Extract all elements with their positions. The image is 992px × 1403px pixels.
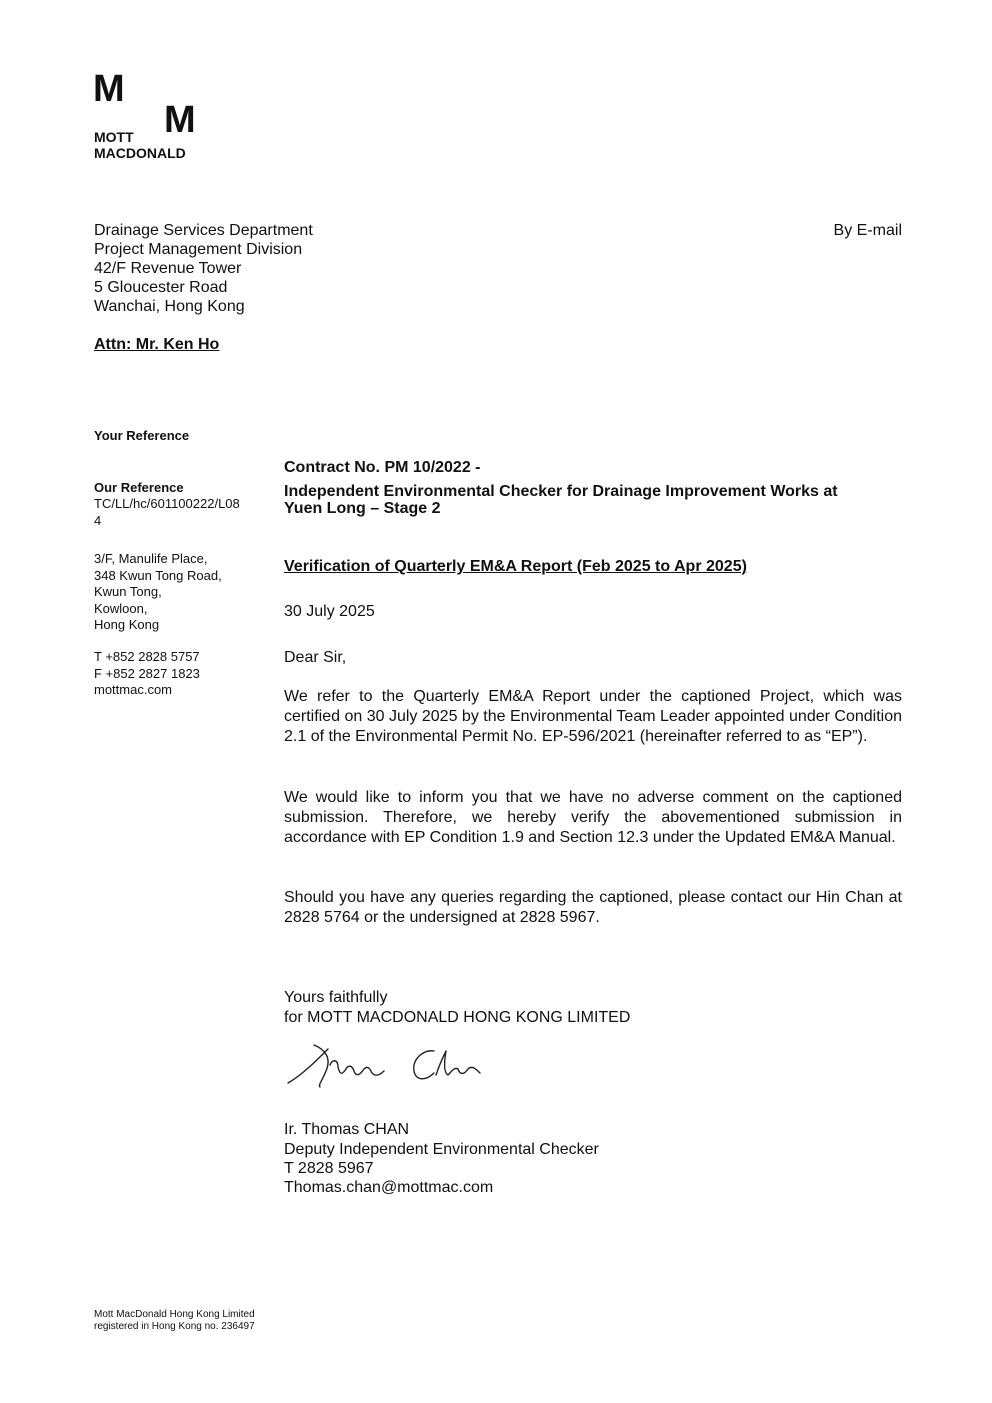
signer-phone: T 2828 5967 (284, 1160, 374, 1177)
delivery-method: By E-mail (833, 222, 902, 239)
verification-title: Verification of Quarterly EM&A Report (Feb 2025 to Apr 2025) (284, 558, 747, 575)
handwritten-signature (284, 1035, 494, 1095)
office-address-line: Kwun Tong, (94, 584, 162, 599)
recipient-line: Project Management Division (94, 241, 303, 258)
paragraph-3: Should you have any queries regarding the captioned, please contact our Hin Chan at 2828 5764 or the undersigned at 2828 5967. (284, 889, 902, 926)
logo-text-macdonald: MACDONALD (94, 145, 186, 161)
recipient-address (94, 221, 313, 316)
project-title-line: Yuen Long – Stage 2 (284, 500, 441, 517)
company-line: for MOTT MACDONALD HONG KONG LIMITED (284, 1009, 631, 1026)
signer-name: Ir. Thomas CHAN (284, 1121, 410, 1138)
our-reference-line: TC/LL/hc/601100222/L08 (94, 496, 240, 511)
project-title (284, 483, 904, 517)
footer-line: Mott MacDonald Hong Kong Limited (94, 1309, 255, 1320)
office-address-line: Hong Kong (94, 617, 160, 632)
footer-line: registered in Hong Kong no. 236497 (94, 1321, 255, 1332)
attention-line: Attn: Mr. Ken Ho (94, 336, 220, 353)
office-address-line: 3/F, Manulife Place, (94, 551, 208, 566)
office-address-line: Kowloon, (94, 600, 148, 616)
our-reference-value (94, 496, 240, 529)
office-phone: T +852 2828 5757 (94, 649, 200, 664)
recipient-line: 42/F Revenue Tower (94, 260, 242, 277)
our-reference-line: 4 (94, 512, 102, 528)
letter-date: 30 July 2025 (284, 603, 375, 620)
signer-email: Thomas.chan@mottmac.com (284, 1179, 494, 1196)
recipient-line: Wanchai, Hong Kong (94, 298, 245, 315)
signer-title: Deputy Independent Environmental Checker (284, 1141, 599, 1158)
recipient-line: 5 Gloucester Road (94, 279, 228, 296)
logo-mark-right: M (164, 99, 195, 141)
office-address-line: 348 Kwun Tong Road, (94, 567, 222, 583)
recipient-line: Drainage Services Department (94, 222, 313, 239)
your-reference-label: Your Reference (94, 428, 190, 443)
project-title-line: Independent Environmental Checker for Drainage Improvement Works at (284, 483, 838, 500)
footer-company (94, 1309, 255, 1333)
our-reference-label: Our Reference (94, 480, 184, 495)
paragraph-2: We would like to inform you that we have no adverse comment on the captioned submission. Therefore, we hereby verify the abovementioned submission in accordance with EP Condition 1.9 and Section 12.3 under the Updated EM&A Manual. (284, 789, 902, 846)
paragraph-1: We refer to the Quarterly EM&A Report under the captioned Project, which was certified on 30 July 2025 by the Environmental Team Leader appointed under Condition 2.1 of the Environmental Permit No. EP-596/2021 (hereinafter referred to as “EP”). (284, 688, 902, 745)
salutation: Dear Sir, (284, 649, 347, 666)
logo-text-mott: MOTT (94, 129, 134, 145)
closing: Yours faithfully (284, 989, 388, 1006)
office-address (94, 551, 222, 634)
office-fax: F +852 2827 1823 (94, 665, 200, 681)
office-website: mottmac.com (94, 682, 173, 697)
contract-number: Contract No. PM 10/2022 - (284, 459, 481, 476)
office-contact (94, 649, 200, 699)
logo-mark-left: M (93, 68, 124, 110)
